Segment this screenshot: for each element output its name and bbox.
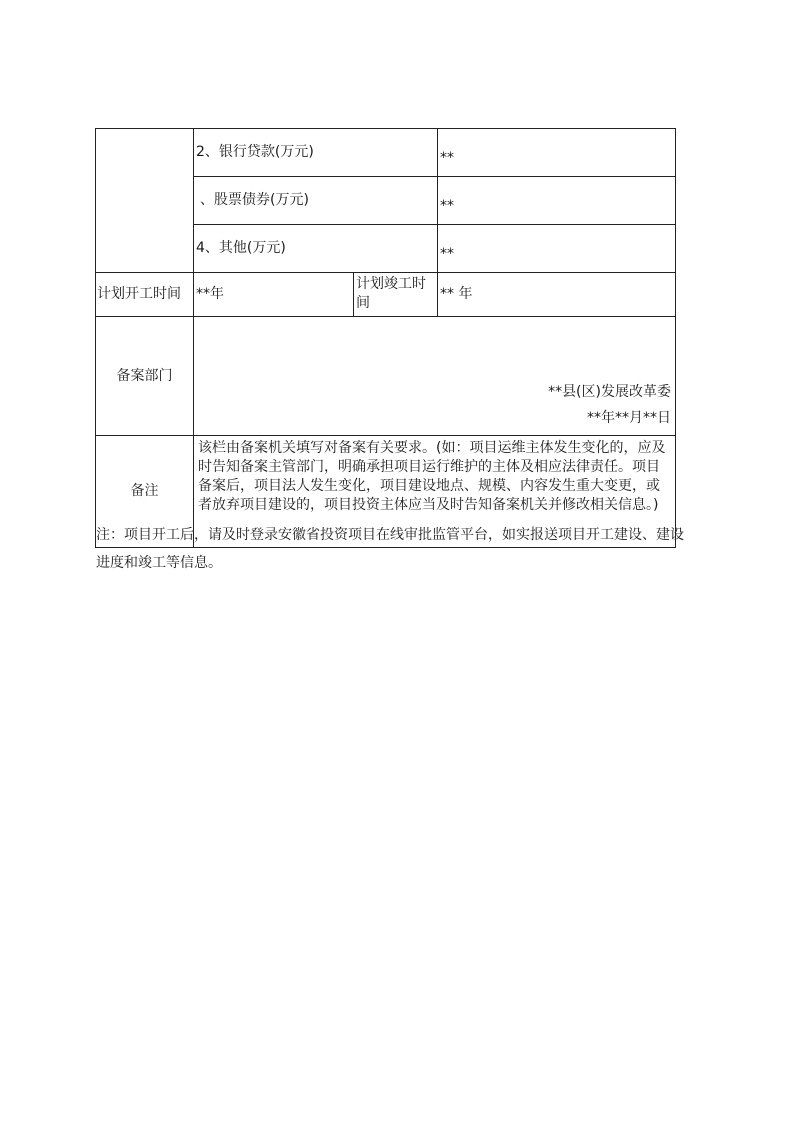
planned-start-label: 计划开工时间	[96, 273, 194, 317]
table-row-bank-loan	[96, 129, 676, 177]
stock-bond-value: **	[438, 177, 676, 225]
remark-text: 该栏由备案机关填写对备案有关要求。(如：项目运维主体发生变化的，应及时告知备案主管部门，明确承担项目运行维护的主体及相应法律责任。项目备案后，项目法人发生变化，项目建设地点、规模、内容发生重大变更，或者放弃项目建设的，项目投资主体应当及时告知备案机关并修改相关信息。)	[194, 436, 676, 548]
planned-end-value: ** 年	[438, 273, 676, 317]
filing-dept-signature	[548, 379, 671, 431]
bank-loan-label: 2、银行贷款(万元)	[194, 129, 438, 177]
filing-dept-label: 备案部门	[96, 317, 194, 436]
bank-loan-value: **	[438, 129, 676, 177]
table-row-filing-dept	[96, 317, 676, 436]
other-funding-label: 4、其他(万元)	[194, 225, 438, 273]
table-row-schedule	[96, 273, 676, 317]
filing-form-table	[95, 128, 676, 548]
stock-bond-label: 、股票债券(万元)	[194, 177, 438, 225]
footnote: 注：项目开工后，请及时登录安徽省投资项目在线审批监管平台，如实报送项目开工建设、建设进度和竣工等信息。	[96, 527, 684, 571]
filing-dept-cell	[194, 317, 676, 436]
remark-label: 备注	[96, 436, 194, 548]
planned-end-label: 计划竣工时间	[354, 273, 438, 317]
other-funding-value: **	[438, 225, 676, 273]
filing-dept-date: **年**月**日	[587, 410, 671, 426]
funding-group-cell	[96, 129, 194, 273]
planned-start-value: **年	[194, 273, 354, 317]
filing-dept-name: **县(区)发展改革委	[548, 384, 671, 400]
